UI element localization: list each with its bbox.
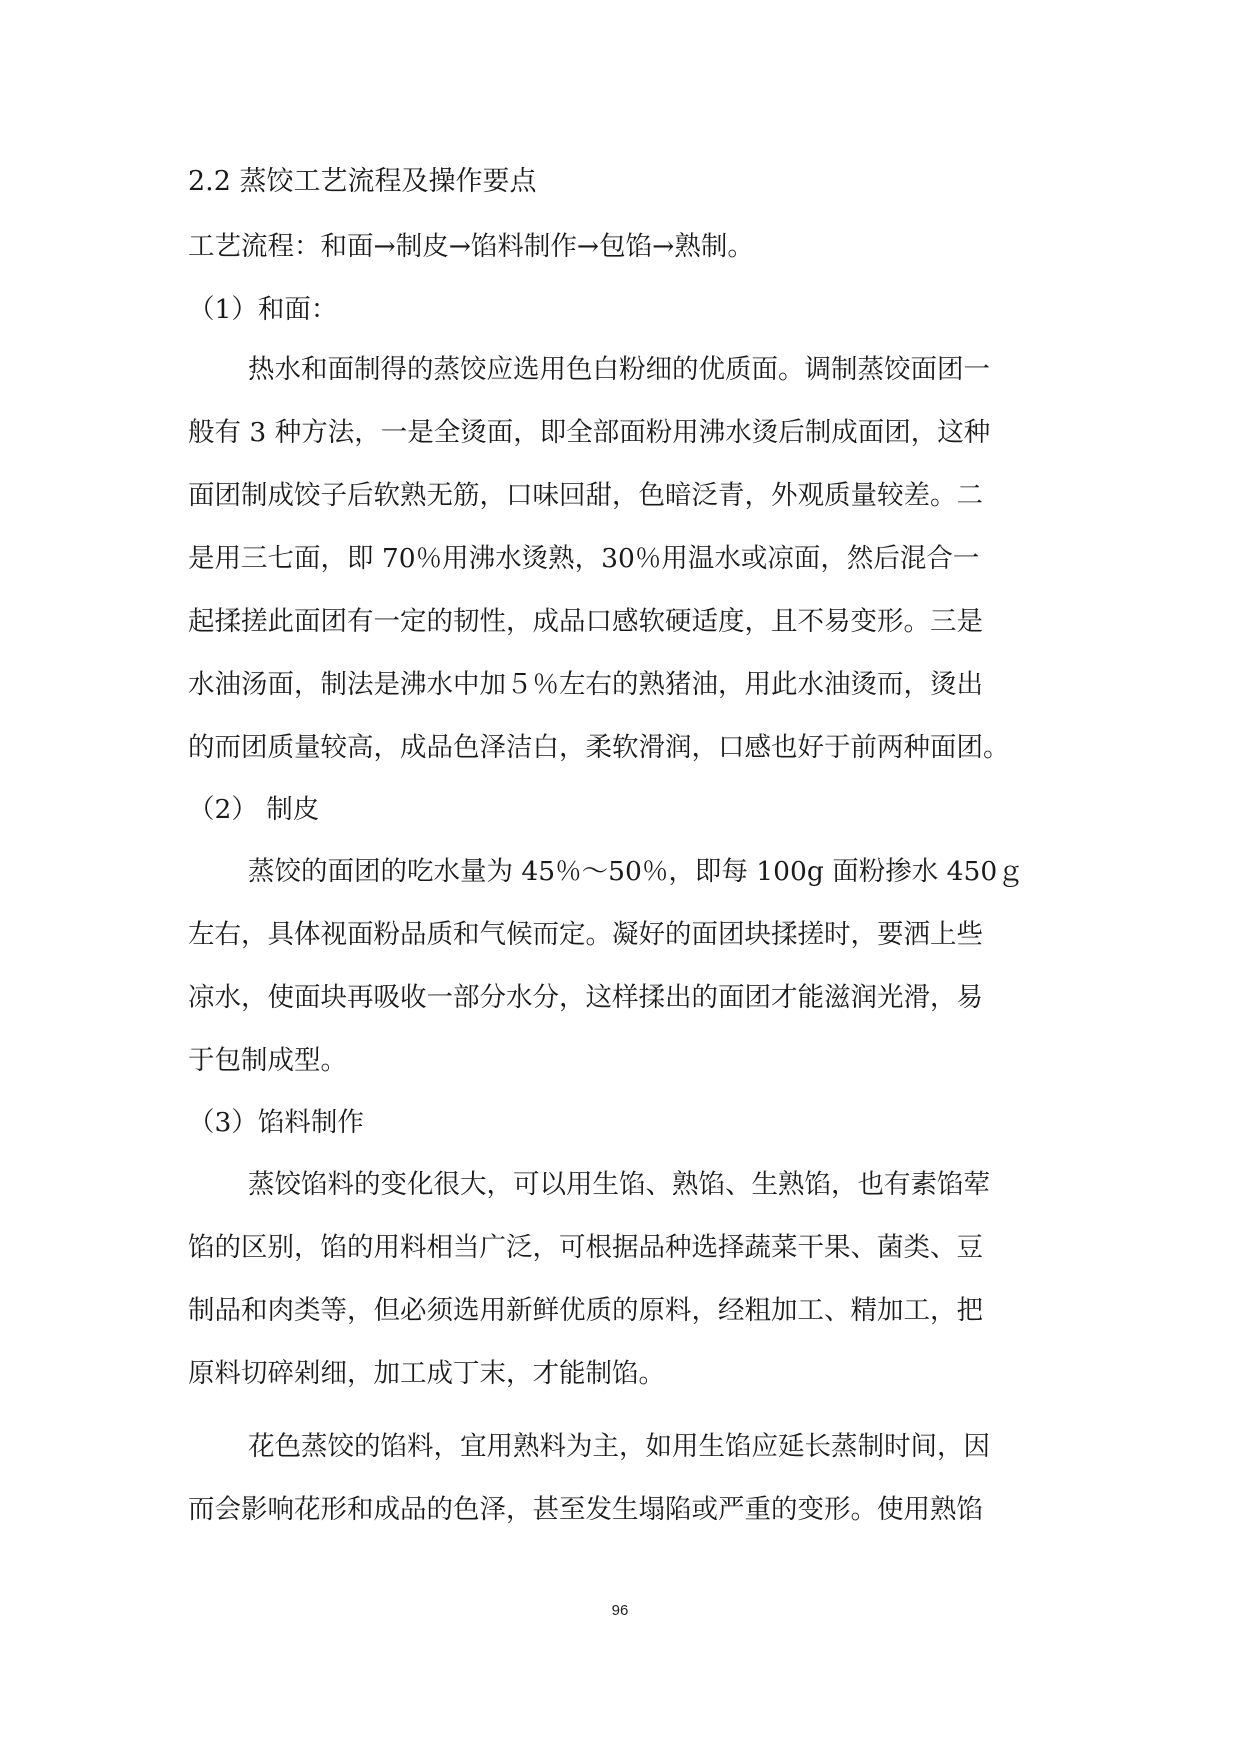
process-flow: 工艺流程：和面→制皮→馅料制作→包馅→熟制。 (188, 231, 754, 262)
paragraph-line: 制品和肉类等，但必须选用新鲜优质的原料，经粗加工、精加工，把 (188, 1295, 983, 1326)
paragraph-line: 蒸饺的面团的吃水量为 45％～50％，即每 100g 面粉掺水 450ｇ (248, 856, 1024, 887)
paragraph-line: 的而团质量较高，成品色泽洁白，柔软滑润，口感也好于前两种面团。 (188, 732, 1010, 763)
paragraph-line: 蒸饺馅料的变化很大，可以用生馅、熟馅、生熟馅，也有素馅荤 (248, 1169, 990, 1200)
paragraph-line: 般有 3 种方法，一是全烫面，即全部面粉用沸水烫后制成面团，这种 (188, 417, 991, 448)
paragraph-line: 热水和面制得的蒸饺应选用色白粉细的优质面。调制蒸饺面团一 (248, 354, 990, 385)
paragraph-line: 而会影响花形和成品的色泽，甚至发生塌陷或严重的变形。使用熟馅 (188, 1494, 983, 1525)
paragraph-line: 凉水，使面块再吸收一部分水分，这样揉出的面团才能滋润光滑，易 (188, 982, 983, 1013)
paragraph-line: 是用三七面，即 70％用沸水烫熟，30％用温水或凉面，然后混合一 (188, 543, 980, 574)
section-heading: 2.2 蒸饺工艺流程及操作要点 (188, 166, 537, 197)
paragraph-line: 原料切碎剁细，加工成丁末，才能制馅。 (188, 1358, 665, 1389)
page-number: 96 (611, 1602, 629, 1619)
paragraph-line: 起揉搓此面团有一定的韧性，成品口感软硬适度，且不易变形。三是 (188, 606, 983, 637)
subsection-title-wrapper: （2） 制皮 (188, 794, 320, 825)
paragraph-line: 水油汤面，制法是沸水中加５％左右的熟猪油，用此水油烫而，烫出 (188, 669, 983, 700)
paragraph-line: 左右，具体视面粉品质和气候而定。凝好的面团块揉搓时，要洒上些 (188, 919, 983, 950)
subsection-title-kneading: （1）和面： (188, 294, 338, 325)
paragraph-line: 馅的区别，馅的用料相当广泛，可根据品种选择蔬菜干果、菌类、豆 (188, 1232, 983, 1263)
paragraph-line: 于包制成型。 (188, 1045, 347, 1076)
subsection-title-filling: （3）馅料制作 (188, 1107, 364, 1138)
paragraph-line: 花色蒸饺的馅料，宜用熟料为主，如用生馅应延长蒸制时间，因 (248, 1431, 990, 1462)
paragraph-line: 面团制成饺子后软熟无筋，口味回甜，色暗泛青，外观质量较差。二 (188, 480, 983, 511)
